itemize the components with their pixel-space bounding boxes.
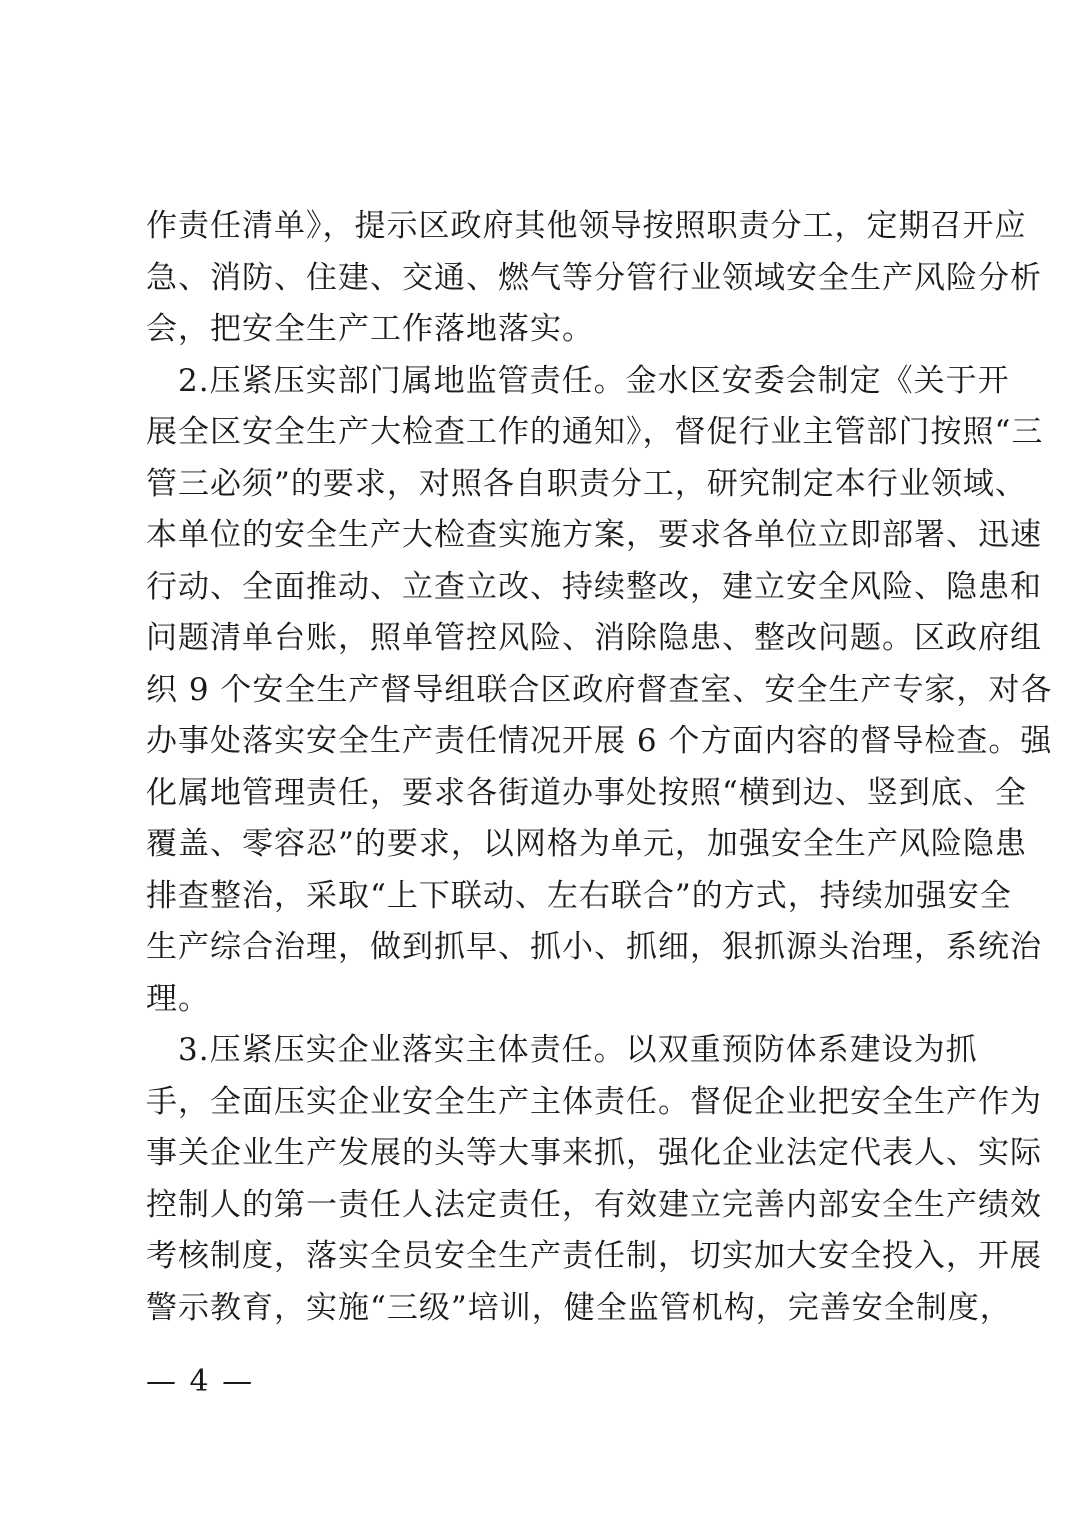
page-number: — 4 — (146, 1364, 255, 1399)
text-line: 控制人的第一责任人法定责任，有效建立完善内部安全生产绩效 (146, 1187, 1042, 1223)
text-line: 2.压紧压实部门属地监管责任。金水区安委会制定《关于开 (146, 363, 1010, 399)
text-line: 手，全面压实企业安全生产主体责任。督促企业把安全生产作为 (146, 1084, 1042, 1120)
text-line: 生产综合治理，做到抓早、抓小、抓细，狠抓源头治理，系统治 (146, 929, 1042, 965)
text-line: 理。 (146, 981, 210, 1017)
text-line: 考核制度，落实全员安全生产责任制，切实加大安全投入，开展 (146, 1238, 1042, 1274)
text-line: 警示教育，实施“三级”培训，健全监管机构，完善安全制度， (146, 1290, 1012, 1326)
text-line: 3.压紧压实企业落实主体责任。以双重预防体系建设为抓 (146, 1032, 978, 1068)
text-line: 化属地管理责任，要求各街道办事处按照“横到边、竖到底、全 (146, 775, 1027, 811)
text-line: 行动、全面推动、立查立改、持续整改，建立安全风险、隐患和 (146, 569, 1042, 605)
text-line: 覆盖、零容忍”的要求，以网格为单元，加强安全生产风险隐患 (146, 826, 1027, 862)
text-line: 会，把安全生产工作落地落实。 (146, 311, 594, 347)
text-line: 作责任清单》，提示区政府其他领导按照职责分工，定期召开应 (146, 208, 1027, 244)
text-line: 展全区安全生产大检查工作的通知》，督促行业主管部门按照“三 (146, 414, 1044, 450)
text-line: 管三必须”的要求，对照各自职责分工，研究制定本行业领域、 (146, 466, 1027, 502)
text-line: 问题清单台账，照单管控风险、消除隐患、整改问题。区政府组 (146, 620, 1042, 656)
text-line: 排查整治，采取“上下联动、左右联合”的方式，持续加强安全 (146, 878, 1012, 914)
text-line: 急、消防、住建、交通、燃气等分管行业领域安全生产风险分析 (146, 260, 1042, 296)
text-line: 本单位的安全生产大检查实施方案，要求各单位立即部署、迅速 (146, 517, 1042, 553)
text-line: 办事处落实安全生产责任情况开展 6 个方面内容的督导检查。强 (146, 723, 1053, 759)
text-line: 织 9 个安全生产督导组联合区政府督查室、安全生产专家，对各 (146, 672, 1053, 708)
text-line: 事关企业生产发展的头等大事来抓，强化企业法定代表人、实际 (146, 1135, 1042, 1171)
